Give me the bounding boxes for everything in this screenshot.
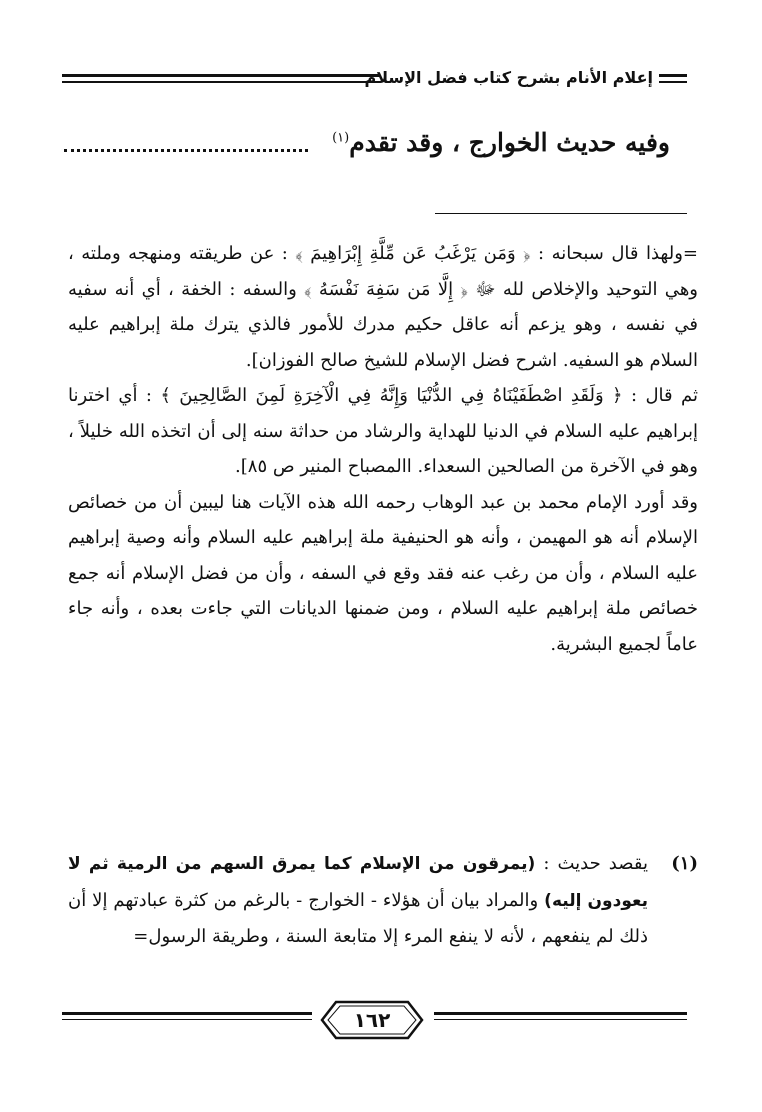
footnote-ref: (١) <box>332 130 350 146</box>
footer-rule <box>434 1012 687 1015</box>
heading-dotted-leader <box>64 145 308 152</box>
paragraph: ثم قال : ﴿ وَلَقَدِ اصْطَفَيْنَاهُ فِي الدُّنْيَا وَإِنَّهُ فِي الْآخِرَةِ لَمِنَ الصَّالِحِينَ ﴾ : أي اخترنا إبراهيم عليه السلام في الدنيا للهداية والرشاد من حداثة سنه إلى أن اتخذه الله خليلاً ، وهو في الآخرة من الصالحين السعداء. االمصباح المنير ص ٨٥]. <box>68 385 698 477</box>
footnote <box>68 846 698 955</box>
book-title: إعلام الأنام بشرح كتاب فضل الإسلام <box>364 68 653 87</box>
paragraph: =ولهذا قال سبحانه : ﴿ وَمَن يَرْغَبُ عَن مِّلَّةِ إِبْرَاهِيمَ ﴾ : عن طريقته ومنهجه وملته ، وهي التوحيد والإخلاص لله ﷻ ﴿ إِلَّا مَن سَفِهَ نَفْسَهُ ﴾ والسفه : الخفة ، أي أنه سفيه في نفسه ، وهو يزعم أنه عاقل حكيم مدرك للأمور فالذي يترك ملة إبراهيم عليه السلام هو السفيه. اشرح فضل الإسلام للشيخ صالح الفوزان]. <box>68 243 698 371</box>
page-number: ١٦٢ <box>353 1008 391 1032</box>
page-number-frame <box>308 1000 436 1040</box>
main-text <box>68 236 698 662</box>
footnote-text <box>68 846 648 955</box>
paragraph: وقد أورد الإمام محمد بن عبد الوهاب رحمه الله هذه الآيات هنا ليبين أن من خصائص الإسلام أنه هو المهيمن ، وأنه هو الحنيفية ملة إبراهيم عليه السلام وأنه وصية إبراهيم عليه السلام ، وأن من رغب عنه فقد وقع في السفه ، وأن من فضل الإسلام أنه جمع خصائص ملة إبراهيم عليه السلام ، ومن ضمنها الديانات التي جاءت بعده ، وأنه جاء عاماً لجميع البشرية. <box>68 491 698 655</box>
header-rule <box>659 81 687 83</box>
hadith-quote: (يمرقون من الإسلام كما يمرق السهم من الرمية ثم لا يعودون إليه) <box>68 854 648 911</box>
separator-rule <box>435 213 687 214</box>
page-footer <box>62 990 687 1050</box>
header-rule <box>62 81 380 83</box>
footer-rule <box>62 1019 312 1020</box>
heading-text: وفيه حديث الخوارج ، وقد تقدم <box>349 128 670 157</box>
footnote-rest: والمراد بيان أن هؤلاء - الخوارج - بالرغم من كثرة عبادتهم إلا أن ذلك لم ينفعهم ، لأنه لا ينفع المرء إلا متابعة السنة ، وطريقة الرسول= <box>68 889 648 947</box>
section-heading <box>332 128 670 157</box>
header-rule <box>62 74 380 77</box>
header-rule <box>659 74 687 77</box>
footnote-number: (١) <box>671 853 698 874</box>
footer-rule <box>434 1019 687 1020</box>
footer-rule <box>62 1012 312 1015</box>
running-header <box>62 68 687 90</box>
footnote-lead: يقصد حديث : <box>543 853 648 874</box>
